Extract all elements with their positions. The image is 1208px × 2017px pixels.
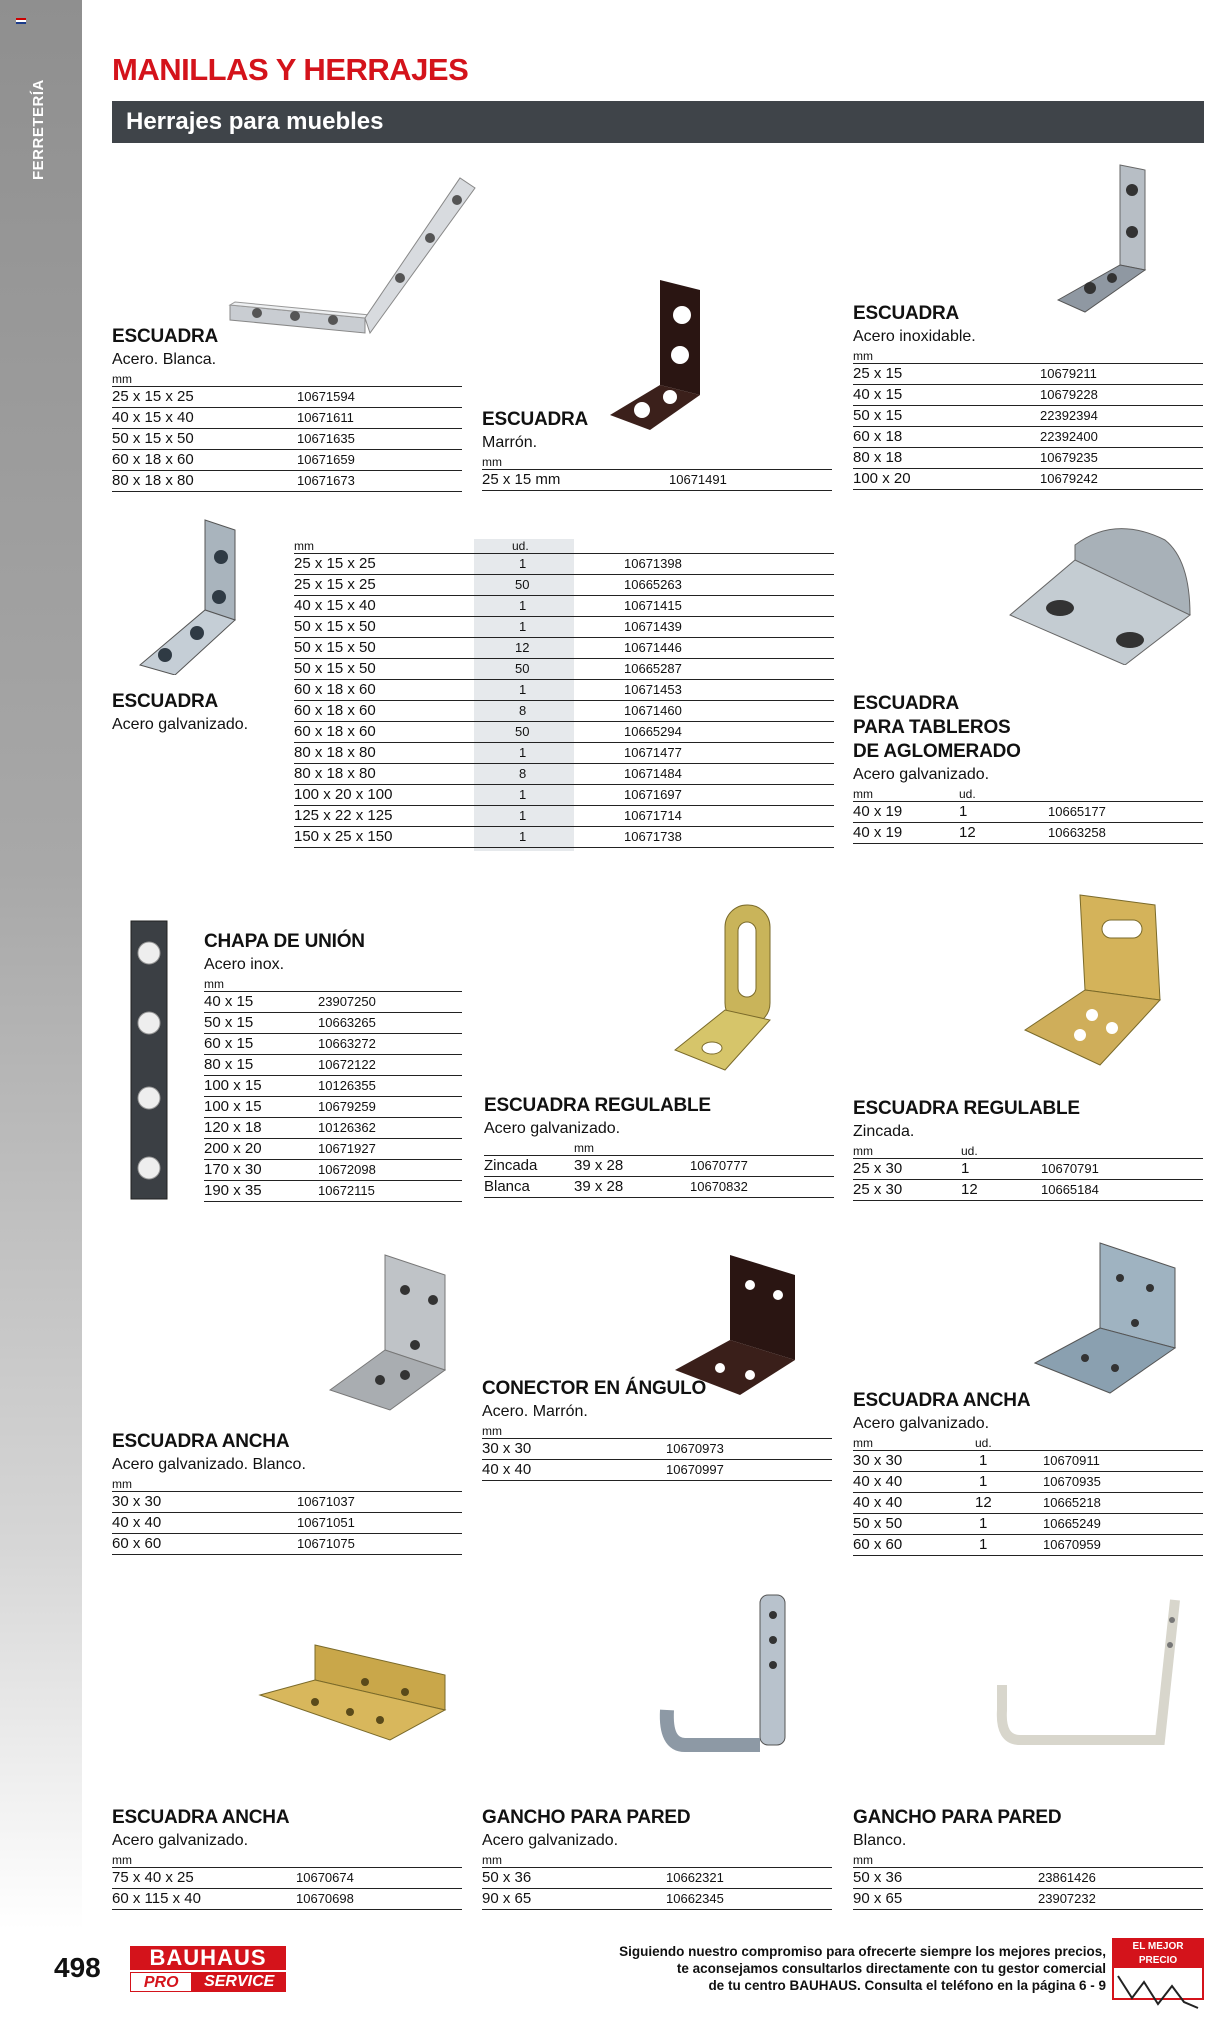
product-name: ESCUADRA ANCHA [853,1390,1031,1411]
price-chart-icon [1114,1968,1202,2012]
product-name: ESCUADRA REGULABLE [484,1095,711,1116]
table-row: 50 x 15 x 50 50 10665287 [294,659,834,680]
table-row: 100 x 15 10679259 [204,1097,462,1118]
wide-bracket-white-image [325,1250,455,1415]
best-price-badge [1112,1938,1204,2000]
angle-bracket-inox-image [1050,160,1180,320]
table-row: 50 x 15 x 50 10671635 [112,429,462,450]
product-escuadra-tableros [853,692,1203,844]
table-header: mm [482,455,832,470]
product-name: ESCUADRA [482,409,589,430]
product-name-line2: PARA TABLEROS [853,717,1011,738]
product-desc: Blanco. [853,1832,907,1849]
product-name: CONECTOR EN ÁNGULO [482,1378,707,1399]
table-row: 40 x 15 x 40 10671611 [112,408,462,429]
table-row: 60 x 18 22392400 [853,427,1203,448]
table-row: 40 x 40 12 10665218 [853,1493,1203,1514]
page-title: MANILLAS Y HERRAJES [112,52,469,87]
table-row: 60 x 115 x 40 10670698 [112,1889,462,1910]
wide-bracket-zinc-image [255,1640,450,1750]
table-row: 40 x 15 10679228 [853,385,1203,406]
table-header: mm [482,1424,832,1439]
table-header: mm [853,1853,1203,1868]
wide-bracket-galvanized-image [1030,1238,1180,1398]
table-row: 60 x 18 x 60 8 10671460 [294,701,834,722]
table-row: 150 x 25 x 150 1 10671738 [294,827,834,848]
wall-hook-galvanized-image [655,1590,805,1770]
product-escuadra-ancha-galv [853,1389,1203,1556]
footer-notice [586,1943,1106,1994]
table-row: 50 x 15 10663265 [204,1013,462,1034]
table-row: 100 x 20 10679242 [853,469,1203,490]
product-desc: Acero galvanizado. [853,766,990,783]
table-row: 40 x 40 1 10670935 [853,1472,1203,1493]
bauhaus-logo [130,1946,286,1992]
table-header: mm [112,1477,462,1492]
table-row: 50 x 15 x 50 12 10671446 [294,638,834,659]
table-row: 90 x 65 23907232 [853,1889,1203,1910]
sidebar [0,0,82,1930]
table-row: 40 x 19 1 10665177 [853,802,1203,823]
table-header: mm ud. [853,1144,1203,1159]
table-header: mm [853,349,1203,364]
wall-hook-white-image [990,1590,1190,1770]
table-row: 60 x 60 1 10670959 [853,1535,1203,1556]
table-row: 90 x 65 10662345 [482,1889,832,1910]
product-name: ESCUADRA [112,691,219,712]
product-desc: Acero. Blanca. [112,351,217,368]
product-gancho-galv [482,1806,832,1910]
product-desc: Acero galvanizado. [484,1120,621,1137]
product-escuadra-ancha-zinc [112,1806,462,1910]
product-name: ESCUADRA [853,693,960,714]
table-row: Zincada 39 x 28 10670777 [484,1156,834,1177]
table-row: 60 x 18 x 60 10671659 [112,450,462,471]
table-row: 60 x 18 x 60 1 10671453 [294,680,834,701]
product-gancho-blanco [853,1806,1203,1910]
table-row: 80 x 18 x 80 1 10671477 [294,743,834,764]
product-name: GANCHO PARA PARED [853,1807,1062,1828]
table-row: 25 x 30 1 10670791 [853,1159,1203,1180]
logo-brand: BAUHAUS [130,1946,286,1970]
product-escuadra-regulable-galv [484,1094,834,1198]
product-desc: Zincada. [853,1123,915,1140]
table-row: 50 x 36 10662321 [482,1868,832,1889]
section-bar [112,101,1204,143]
table-row: 200 x 20 10671927 [204,1139,462,1160]
section-title: Herrajes para muebles [126,108,384,135]
table-row: 80 x 18 x 80 10671673 [112,471,462,492]
product-conector-angulo [482,1377,832,1481]
product-name: ESCUADRA [853,303,960,324]
table-row: Blanca 39 x 28 10670832 [484,1177,834,1198]
footer-line: Siguiendo nuestro compromiso para ofrecerte siempre los mejores precios, [619,1944,1106,1959]
adjustable-bracket-zinc-image [1020,890,1185,1070]
table-row: 80 x 15 10672122 [204,1055,462,1076]
product-desc: Acero galvanizado. [853,1415,990,1432]
product-desc: Acero inoxidable. [853,328,976,345]
table-row: 25 x 30 12 10665184 [853,1180,1203,1201]
product-chapa-union [204,930,462,1202]
product-name: ESCUADRA ANCHA [112,1431,290,1452]
table-row: 60 x 15 10663272 [204,1034,462,1055]
product-desc: Acero galvanizado. Blanco. [112,1456,306,1473]
product-desc: Acero. Marrón. [482,1403,588,1420]
footer-line: de tu centro BAUHAUS. Consulta el teléfono en la página 6 - 9 [708,1978,1106,1993]
table-row: 80 x 18 10679235 [853,448,1203,469]
table-header: mm ud. [853,1436,1203,1451]
table-row: 190 x 35 10672115 [204,1181,462,1202]
table-row: 25 x 15 x 25 50 10665263 [294,575,834,596]
logo-service: SERVICE [192,1972,286,1992]
table-row: 50 x 15 22392394 [853,406,1203,427]
product-escuadra-regulable-zinc [853,1097,1203,1201]
angle-bracket-galvanized-image [135,515,255,675]
table-row: 80 x 18 x 80 8 10671484 [294,764,834,785]
product-escuadra-ancha-blanco [112,1430,462,1555]
product-escuadra-blanca [112,325,462,492]
table-row: 25 x 15 x 25 1 10671398 [294,554,834,575]
page-number: 498 [54,1952,101,1983]
table-header: mm [112,1853,462,1868]
table-row: 75 x 40 x 25 10670674 [112,1868,462,1889]
table-header: mm ud. [853,787,1203,802]
table-row: 40 x 15 x 40 1 10671415 [294,596,834,617]
table-row: 60 x 60 10671075 [112,1534,462,1555]
table-row: 40 x 40 10670997 [482,1460,832,1481]
product-escuadra-inox [853,302,1203,490]
table-row: 125 x 22 x 125 1 10671714 [294,806,834,827]
chipboard-bracket-image [1005,520,1195,665]
product-name: GANCHO PARA PARED [482,1807,691,1828]
table-row: 25 x 15 10679211 [853,364,1203,385]
table-header: mm [204,977,462,992]
table-row: 170 x 30 10672098 [204,1160,462,1181]
product-desc: Acero galvanizado. [112,716,249,733]
table-row: 50 x 50 1 10665249 [853,1514,1203,1535]
table-header: mm ud. [294,539,834,554]
adjustable-bracket-image [670,900,790,1075]
product-name: ESCUADRA [112,326,219,347]
table-row: 40 x 40 10671051 [112,1513,462,1534]
badge-label: EL MEJOR PRECIO [1114,1940,1202,1968]
table-row: 25 x 15 mm 10671491 [482,470,832,491]
table-row: 50 x 36 23861426 [853,1868,1203,1889]
product-name: ESCUADRA REGULABLE [853,1098,1080,1119]
flag-icon [16,18,26,24]
product-escuadra-galvanizado [112,690,282,737]
product-desc: Acero inox. [204,956,285,973]
product-escuadra-marron [482,408,832,491]
mending-plate-image [128,918,170,1203]
product-desc: Marrón. [482,434,538,451]
logo-pro: PRO [130,1972,192,1992]
table-row: 25 x 15 x 25 10671594 [112,387,462,408]
product-name: CHAPA DE UNIÓN [204,931,365,952]
sidebar-label: FERRETERÍA [30,79,47,180]
product-name-line3: DE AGLOMERADO [853,741,1021,762]
table-row: 100 x 20 x 100 1 10671697 [294,785,834,806]
product-name: ESCUADRA ANCHA [112,1807,290,1828]
angle-bracket-white-image [225,170,485,335]
table-row: 30 x 30 10670973 [482,1439,832,1460]
escuadra-galvanizado-table [294,539,834,848]
table-row: 60 x 18 x 60 50 10665294 [294,722,834,743]
table-row: 50 x 15 x 50 1 10671439 [294,617,834,638]
table-row: 30 x 30 10671037 [112,1492,462,1513]
table-header: mm [482,1853,832,1868]
product-desc: Acero galvanizado. [112,1832,249,1849]
table-header: mm [484,1141,834,1156]
table-row: 40 x 15 23907250 [204,992,462,1013]
product-desc: Acero galvanizado. [482,1832,619,1849]
table-row: 100 x 15 10126355 [204,1076,462,1097]
footer-line: te aconsejamos consultarlos directamente con tu gestor comercial [676,1961,1106,1976]
table-header: mm [112,372,462,387]
table-row: 30 x 30 1 10670911 [853,1451,1203,1472]
table-row: 40 x 19 12 10663258 [853,823,1203,844]
table-row: 120 x 18 10126362 [204,1118,462,1139]
